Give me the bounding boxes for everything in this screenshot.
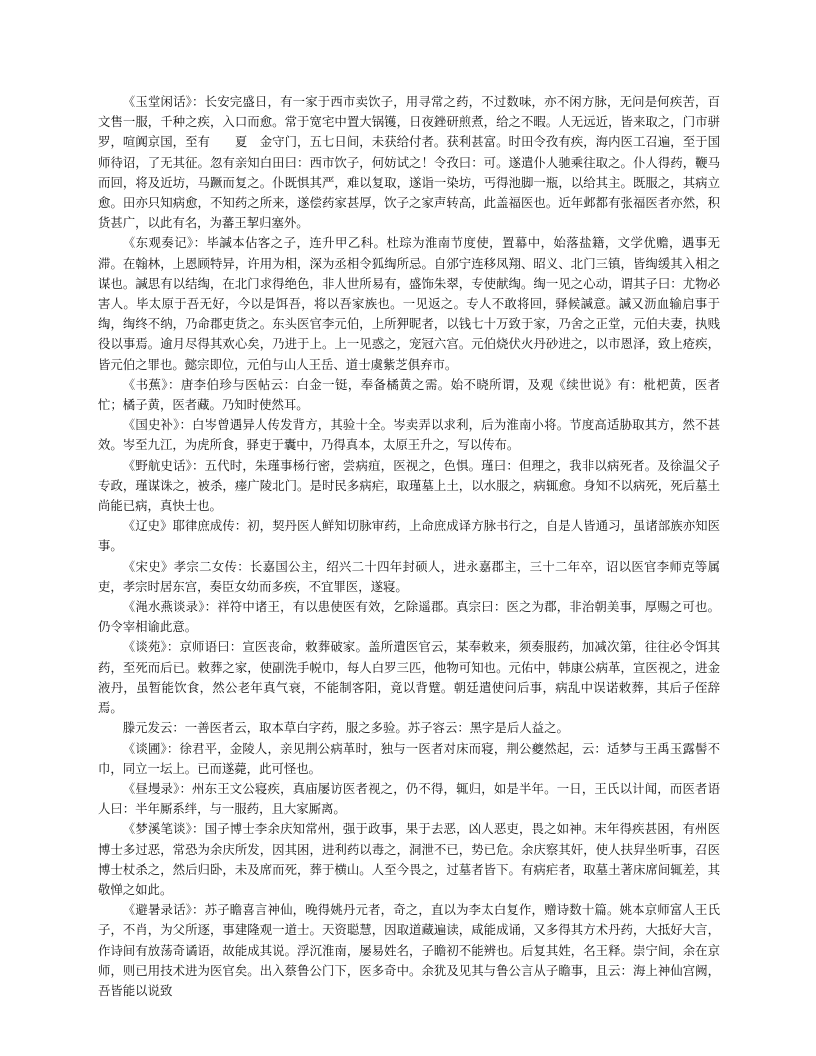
paragraph-teng-yuanfa: 滕元发云：一善医者云，取本草白字药，服之多验。苏子容云：黑字是后人益之。 <box>122 720 569 736</box>
paragraph-bishu-luhua: 《避暑录话》：苏子瞻喜言神仙，晚得姚丹元者，奇之，直以为李太白复作，赠诗数十篇。姚本京师富人王氏子，不肖，为父所逐，事建隆观一道士。天资聪慧，因取道藏遍读，咸能成诵，又多得其方术丹药，大抵好大言，作诗间有放荡奇谲语，故能成其说。浮沉淮南，屡易姓名，子瞻初不能辨也。后复其姓，名王释。崇宁间，余在京师，则已用技术进为医官矣。出入蔡鲁公门下，医多奇中。余犹及见其与鲁公言从子瞻事，且云：海上神仙宫阙，吾皆能以说致 <box>98 902 720 998</box>
paragraph-guoshi-bu: 《国史补》：白岑曾遇异人传发背方，其验十全。岑卖弄以求利，后为淮南小将。节度高适胁取其方，然不甚效。岑至九江，为虎所食，驿吏于囊中，乃得真本，太原王升之，写以传布。 <box>98 417 720 453</box>
paragraph-shujiao: 《书蕉》：唐李伯珍与医帖云：白金一铤，奉备橘黄之需。始不晓所谓，及观《续世说》有：枇杷黄，医者忙；橘子黄，医者藏。乃知时使然耳。 <box>98 376 720 413</box>
paragraph-yehang-shihua: 《野航史话》：五代时，朱瑾事杨行密，尝病疽，医视之，色惧。瑾曰：但理之，我非以病死者。及徐温父子专政，瑾谋诛之，被杀，瘗广陵北门。是时民多病疟，取瑾墓上土，以水服之，病辄愈。身知不以病死，死后墓土尚能已病，真快士也。 <box>98 457 720 514</box>
paragraph-song-shi: 《宋史》孝宗二女传：长嘉国公主，绍兴二十四年封硕人，进永嘉郡主，三十二年卒，诏以医官李师克等属吏，孝宗时居东宫，奏臣女幼而多疾，不宜罪医，遂寝。 <box>98 558 720 594</box>
paragraph-yutang-xianhua: 《玉堂闲话》：长安完盛日，有一家于西市卖饮子，用寻常之药，不过数味，亦不闲方脉，无问是何疾苦，百文售一服，千种之疾，入口而愈。常于宽宅中置大锅镬，日夜銼研煎煮，给之不暇。人无远近，皆来取之，门市骈罗，喧阗京国，至有 夏 金守门，五七日间，未获给付者。获利甚富。时田令孜有疾，海内医工召遍，至于国师待诏，了无其征。忽有亲知白田曰：西市饮子，何妨试之！令孜曰：可。遂遣仆人驰乘往取之。仆人得药，鞭马而回，将及近坊，马蹶而复之。仆既惧其严，难以复取，遂诣一染坊，丐得池脚一瓶，以给其主。既服之，其病立愈。田亦只知病愈，不知药之所来，遂偿药家甚厚，饮子之家声转高，此盖福医也。近年邺都有张福医者亦然，积货甚广，以此有名，为蕃王挈归塞外。 <box>98 94 720 231</box>
paragraph-mianshui-yantan: 《渑水燕谈录》：祥符中诸王，有以患使医有效，乞除遥郡。真宗曰：医之为郡，非治朝美事，厚赐之可也。仍令宰相谕此意。 <box>98 599 720 635</box>
paragraph-tan-pu: 《谈圃》：徐君平，金陵人，亲见荆公病革时，独与一医者对床而寝，荆公夔然起，云：适梦与王禹玉露髻不巾，同立一坛上。已而遂薨，此可怪也。 <box>98 740 720 776</box>
paragraph-liao-shi: 《辽史》耶律庶成传：初，契丹医人鲜知切脉审药，上命庶成译方脉书行之，自是人皆通习，虽诸部族亦知医事。 <box>98 518 720 554</box>
paragraph-tan-yuan: 《谈苑》：京师语曰：宣医丧命，敕葬破家。盖所遣医官云，某奉敕来，须奏服药，加减次第，往往必令饵其药，至死而后已。敕葬之家，使副洗手帨巾，每人白罗三匹，他物可知也。元佑中，韩康公病革，宣医视之，进金液丹，虽暂能饮食，然公老年真气衰，不能制客阳，竟以背躄。朝廷遣使问后事，病乱中误诺敕葬，其后子侄辞焉。 <box>98 639 720 716</box>
paragraph-dongguan-zouji: 《东观奏记》：毕諴本佔客之子，连升甲乙科。杜琮为淮南节度使，置幕中，始落盐籍，文学优赡，遇事无滞。在翰林，上恩顾特异，许用为相，深为丞相令狐绹所忌。自邠宁连移凤翔、昭义、北门三镇，皆绹缓其入相之谋也。諴思有以结绹，在北门求得绝色，非人世所易有，盛饰朱翠，专使献绹。绹一见之心动，谓其子曰：尤物必害人。毕太原于吾无好，今以是饵吾，将以吾家族也。一见返之。专人不敢将回，驿候諴意。諴又沥血输启事于绹，绹终不纳，乃命郡吏货之。东头医官李元伯，上所狎昵者，以钱七十万致于家，乃舍之正堂，元伯夫妻，执贱役以事焉。逾月尽得其欢心矣，乃进于上。上一见惑之，宠冠六宫。元伯烧伏火丹砂进之，以市恩泽，致上疮疾，皆元伯之罪也。懿宗即位，元伯与山人王岳、道士虞紫芝俱弃市。 <box>98 235 720 372</box>
paragraph-mengxi-bitan: 《梦溪笔谈》：国子博士李余庆知常州，强于政事，果于去恶，凶人恶吏，畏之如神。末年得疾甚困，有州医博士多过恶，常恐为余庆所发，因其困，进利药以毒之，洞泄不已，势已危。余庆察其奸，使人扶舁坐听事，召医博士杖杀之，然后归卧，未及席而死，葬于横山。人至今畏之，过墓者皆下。有病疟者，取墓土著床席间辄差，其敬惮之如此。 <box>98 821 720 897</box>
document-page <box>98 92 720 1001</box>
paragraph-zhouman-lu: 《昼墁录》：州东王文公寝疾，真庙屡访医者视之，仍不得，辄归，如是半年。一日，王氏以计闻，而医者语人曰：半年厮系绊，与一服药，且大家厮离。 <box>98 780 720 817</box>
